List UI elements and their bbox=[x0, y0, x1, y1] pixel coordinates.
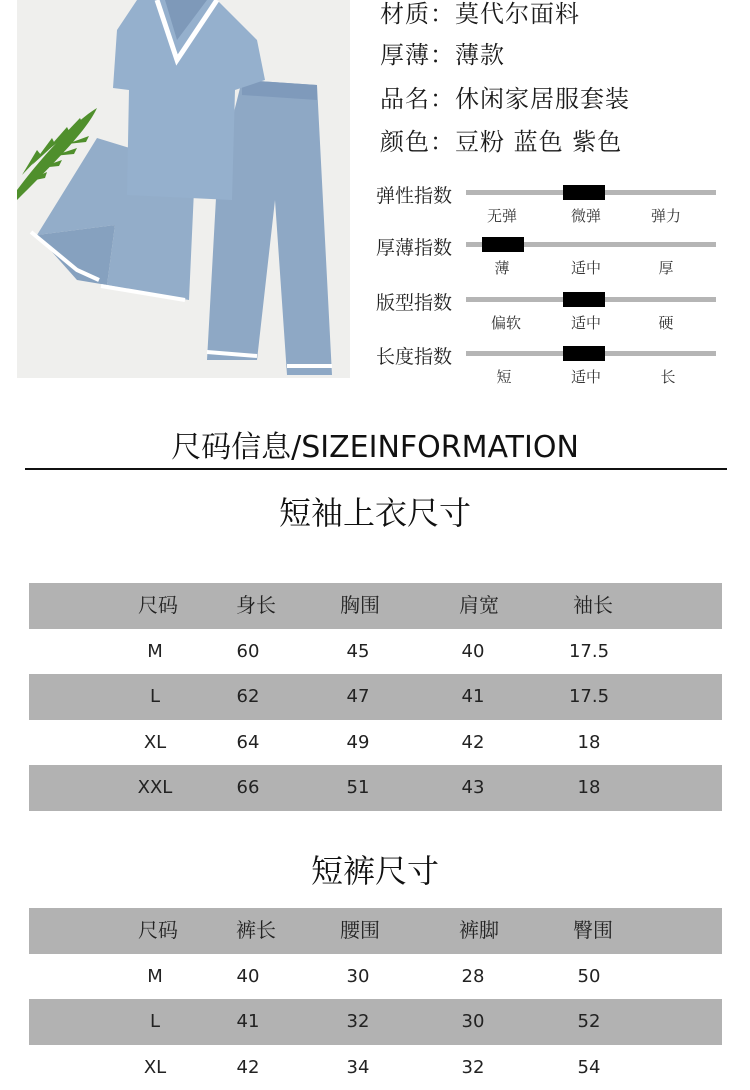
table-cell: 18 bbox=[578, 765, 601, 811]
scale-label: 弹性指数 bbox=[376, 181, 452, 208]
table-cell: 34 bbox=[347, 1045, 370, 1090]
thickness-scale bbox=[376, 233, 721, 283]
table-cell: XL bbox=[144, 720, 166, 766]
scale-tick: 适中 bbox=[571, 312, 601, 333]
spec-product-name: 品名：休闲家居服套装 bbox=[380, 79, 630, 114]
table-cell: 62 bbox=[237, 674, 260, 720]
table-cell: 30 bbox=[462, 999, 485, 1045]
table-cell: 41 bbox=[462, 674, 485, 720]
table-row bbox=[29, 1045, 722, 1090]
table-cell: 64 bbox=[237, 720, 260, 766]
table-cell: 60 bbox=[237, 629, 260, 675]
header-cell: 身长 bbox=[236, 583, 276, 629]
scale-marker bbox=[482, 237, 524, 252]
table-cell: M bbox=[147, 954, 163, 1000]
divider bbox=[25, 468, 727, 470]
table-row bbox=[29, 629, 722, 675]
scale-tick: 长 bbox=[660, 366, 675, 387]
table-cell: 41 bbox=[237, 999, 260, 1045]
spec-material: 材质：莫代尔面料 bbox=[380, 0, 580, 29]
header-cell: 袖长 bbox=[573, 583, 613, 629]
table-cell: 28 bbox=[462, 954, 485, 1000]
top-size-table bbox=[29, 583, 722, 811]
fit-scale bbox=[376, 288, 721, 338]
table-cell: 49 bbox=[347, 720, 370, 766]
spec-colors: 颜色：豆粉 蓝色 紫色 bbox=[380, 122, 622, 157]
header-cell: 胸围 bbox=[340, 583, 380, 629]
scale-tick: 适中 bbox=[571, 257, 601, 278]
table-cell: 17.5 bbox=[569, 674, 609, 720]
scale-tick: 弹力 bbox=[651, 205, 681, 226]
shorts-size-table bbox=[29, 908, 722, 1090]
table-cell: L bbox=[150, 999, 160, 1045]
scale-marker bbox=[563, 346, 605, 361]
table-cell: 66 bbox=[237, 765, 260, 811]
table-cell: 50 bbox=[578, 954, 601, 1000]
table-cell: 17.5 bbox=[569, 629, 609, 675]
table-cell: 43 bbox=[462, 765, 485, 811]
scale-tick: 薄 bbox=[494, 257, 509, 278]
scale-label: 厚薄指数 bbox=[376, 233, 452, 260]
table-cell: M bbox=[147, 629, 163, 675]
scale-track bbox=[466, 297, 716, 302]
header-cell: 裤脚 bbox=[459, 908, 499, 954]
scale-track bbox=[466, 351, 716, 356]
size-info-title: 尺码信息/SIZEINFORMATION bbox=[0, 422, 750, 466]
scale-marker bbox=[563, 292, 605, 307]
top-size-title: 短袖上衣尺寸 bbox=[0, 488, 750, 534]
table-cell: 42 bbox=[237, 1045, 260, 1090]
header-cell: 裤长 bbox=[236, 908, 276, 954]
scale-marker bbox=[563, 185, 605, 200]
table-row bbox=[29, 765, 722, 811]
header-cell: 肩宽 bbox=[459, 583, 499, 629]
table-cell: 54 bbox=[578, 1045, 601, 1090]
scale-tick: 厚 bbox=[658, 257, 673, 278]
scale-label: 长度指数 bbox=[376, 342, 452, 369]
header-cell: 尺码 bbox=[138, 583, 178, 629]
product-photo bbox=[17, 0, 350, 378]
table-header-row bbox=[29, 583, 722, 629]
table-cell: 52 bbox=[578, 999, 601, 1045]
table-cell: 51 bbox=[347, 765, 370, 811]
scale-track bbox=[466, 242, 716, 247]
spec-thickness: 厚薄：薄款 bbox=[380, 35, 505, 70]
scale-tick: 无弹 bbox=[487, 205, 517, 226]
table-cell: 42 bbox=[462, 720, 485, 766]
header-cell: 尺码 bbox=[138, 908, 178, 954]
table-cell: 30 bbox=[347, 954, 370, 1000]
scale-tick: 偏软 bbox=[491, 312, 521, 333]
scale-tick: 适中 bbox=[571, 366, 601, 387]
table-cell: 32 bbox=[462, 1045, 485, 1090]
scale-tick: 微弹 bbox=[571, 205, 601, 226]
table-cell: 18 bbox=[578, 720, 601, 766]
table-row bbox=[29, 999, 722, 1045]
table-cell: 40 bbox=[462, 629, 485, 675]
table-cell: 45 bbox=[347, 629, 370, 675]
table-row bbox=[29, 720, 722, 766]
scale-label: 版型指数 bbox=[376, 288, 452, 315]
table-cell: XL bbox=[144, 1045, 166, 1090]
length-scale bbox=[376, 342, 721, 392]
table-cell: 47 bbox=[347, 674, 370, 720]
scale-track bbox=[466, 190, 716, 195]
table-row bbox=[29, 954, 722, 1000]
table-cell: 32 bbox=[347, 999, 370, 1045]
scale-tick: 硬 bbox=[658, 312, 673, 333]
scale-tick: 短 bbox=[496, 366, 511, 387]
table-header-row bbox=[29, 908, 722, 954]
table-cell: 40 bbox=[237, 954, 260, 1000]
shorts-size-title: 短裤尺寸 bbox=[0, 846, 750, 892]
table-row bbox=[29, 674, 722, 720]
header-cell: 腰围 bbox=[340, 908, 380, 954]
table-cell: L bbox=[150, 674, 160, 720]
header-cell: 臀围 bbox=[573, 908, 613, 954]
elasticity-scale bbox=[376, 181, 721, 231]
table-cell: XXL bbox=[138, 765, 173, 811]
